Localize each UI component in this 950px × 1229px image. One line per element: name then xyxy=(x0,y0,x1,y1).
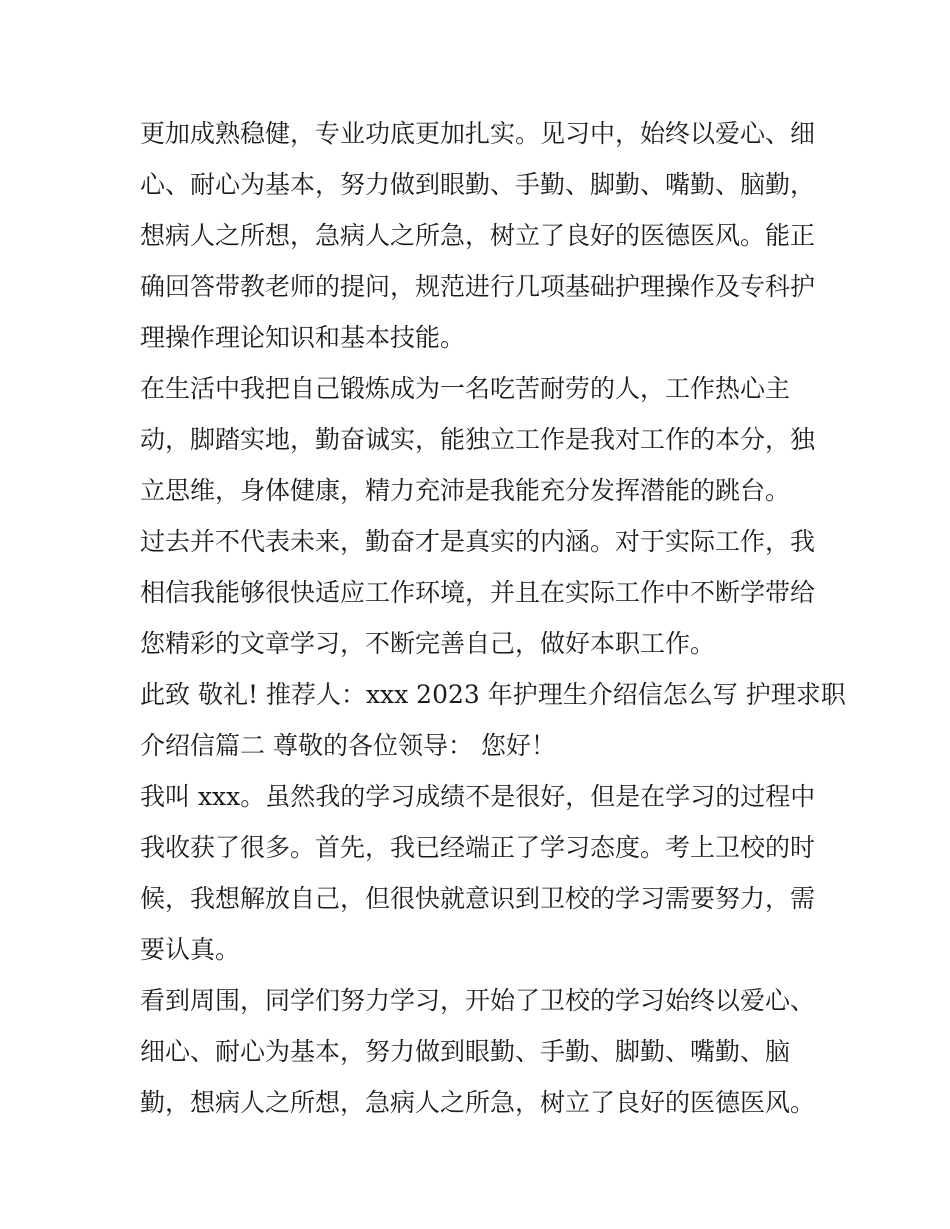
text-line: 更加成熟稳健，专业功底更加扎实。见习中，始终以爱心、细 xyxy=(140,119,816,148)
text-line: 在生活中我把自己锻炼成为一名吃苦耐劳的人，工作热心主 xyxy=(140,374,791,403)
text-line: 介绍信篇二 尊敬的各位领导： 您好！ xyxy=(140,731,556,760)
text-line: 动，脚踏实地，勤奋诚实，能独立工作是我对工作的本分，独 xyxy=(140,425,816,454)
text-line: 过去并不代表未来，勤奋才是真实的内涵。对于实际工作，我 xyxy=(140,527,816,556)
document-body xyxy=(140,108,846,1128)
text-line: 候，我想解放自己，但很快就意识到卫校的学习需要努力，需 xyxy=(140,884,816,913)
text-line: 此致 敬礼! 推荐人：xxx 2023 年护理生介绍信怎么写 护理求职 xyxy=(140,680,846,709)
text-line: 立思维，身体健康，精力充沛是我能充分发挥潜能的跳台。 xyxy=(140,476,791,505)
text-line: 您精彩的文章学习，不断完善自己，做好本职工作。 xyxy=(140,629,716,658)
paragraph-6 xyxy=(140,975,830,1128)
text-line: 勤，想病人之所想，急病人之所急，树立了良好的医德医风。 xyxy=(140,1088,816,1117)
text-line: 相信我能够很快适应工作环境，并且在实际工作中不断学带给 xyxy=(140,578,816,607)
paragraph-4 xyxy=(140,669,846,771)
paragraph-1 xyxy=(140,108,830,363)
text-line: 细心、耐心为基本，努力做到眼勤、手勤、脚勤、嘴勤、脑 xyxy=(140,1037,791,1066)
text-line: 看到周围，同学们努力学习，开始了卫校的学习始终以爱心、 xyxy=(140,986,816,1015)
paragraph-3 xyxy=(140,516,830,669)
text-line: 要认真。 xyxy=(140,935,241,964)
paragraph-5 xyxy=(140,771,830,975)
text-line: 心、耐心为基本，努力做到眼勤、手勤、脚勤、嘴勤、脑勤， xyxy=(140,170,816,199)
paragraph-2 xyxy=(140,363,830,516)
text-line: 我叫 xxx。虽然我的学习成绩不是很好，但是在学习的过程中 xyxy=(140,782,816,811)
text-line: 我收获了很多。首先，我已经端正了学习态度。考上卫校的时 xyxy=(140,833,816,862)
text-line: 确回答带教老师的提问，规范进行几项基础护理操作及专科护 xyxy=(140,272,816,301)
text-line: 想病人之所想，急病人之所急，树立了良好的医德医风。能正 xyxy=(140,221,816,250)
text-line: 理操作理论知识和基本技能。 xyxy=(140,323,466,352)
